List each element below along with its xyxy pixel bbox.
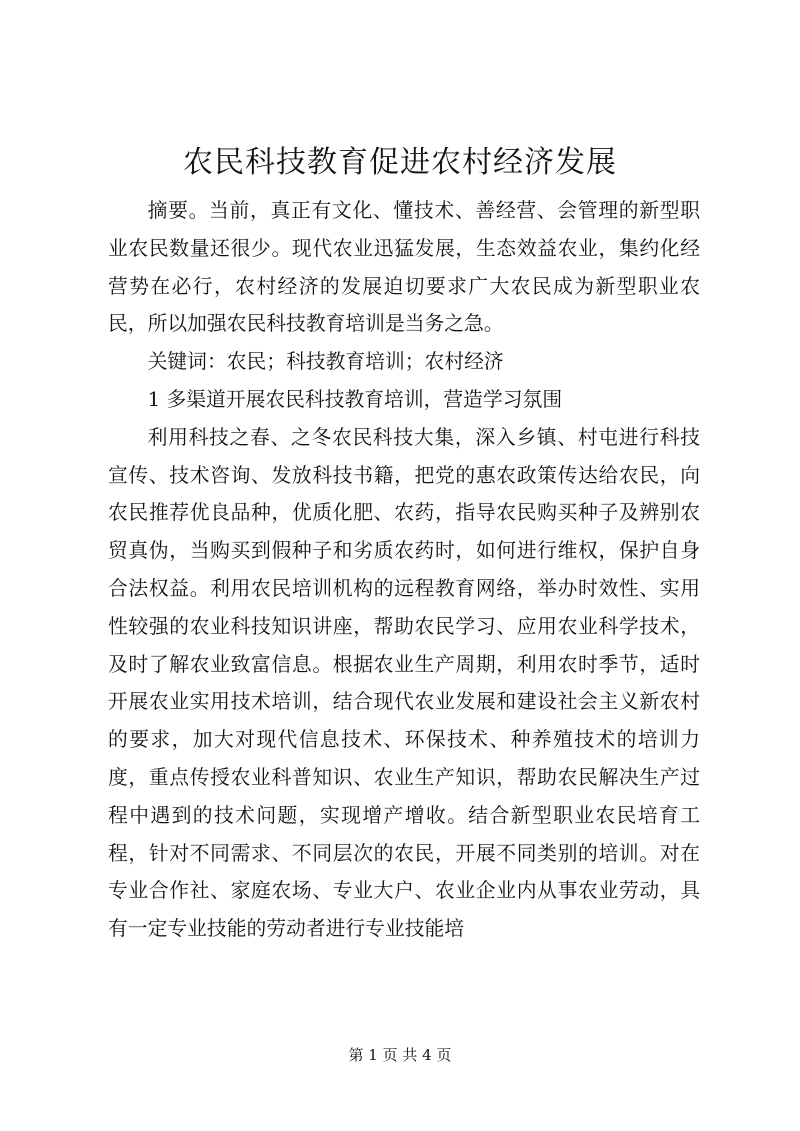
document-title: 农民科技教育促进农村经济发展 <box>183 145 617 180</box>
keywords-line: 关键词：农民；科技教育培训；农村经济 <box>147 350 504 374</box>
abstract-paragraph: 摘要。当前，真正有文化、懂技术、善经营、会管理的新型职业农民数量还很少。现代农业迅猛发展，生态效益农业，集约化经营势在必行，农村经济的发展迫切要求广大农民成为新型职业农民，所以加强农民科技教育培训是当务之急。 <box>108 199 700 336</box>
document-body <box>108 192 700 948</box>
section-heading: 1 多渠道开展农民科技教育培训，营造学习氛围 <box>147 387 563 411</box>
page-footer: 第 1 页 共 4 页 <box>348 1046 452 1064</box>
body-paragraph: 利用科技之春、之冬农民科技大集，深入乡镇、村屯进行科技宣传、技术咨询、发放科技书籍，把党的惠农政策传达给农民，向农民推荐优良品种，优质化肥、农药，指导农民购买种子及辨别农贸真伪，当购买到假种子和劣质农药时，如何进行维权，保护自身合法权益。利用农民培训机构的远程教育网络，举办时效性、实用性较强的农业科技知识讲座，帮助农民学习、应用农业科学技术，及时了解农业致富信息。根据农业生产周期，利用农时季节，适时开展农业实用技术培训，结合现代农业发展和建设社会主义新农村的要求，加大对现代信息技术、环保技术、种养殖技术的培训力度，重点传授农业科普知识、农业生产知识，帮助农民解决生产过程中遇到的技术问题，实现增产增收。结合新型职业农民培育工程，针对不同需求、不同层次的农民，开展不同类别的培训。对在专业合作社、家庭农场、专业大户、农业企业内从事农业劳动，具有一定专业技能的劳动者进行专业技能培 <box>108 425 700 941</box>
